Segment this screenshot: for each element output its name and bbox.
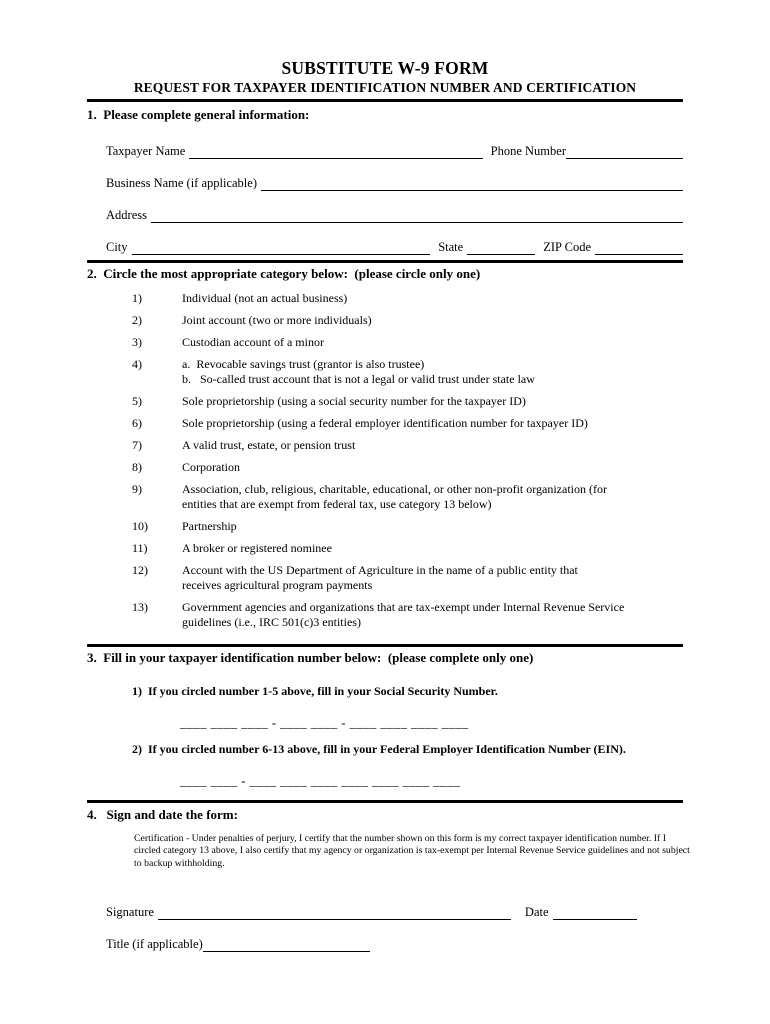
- category-item-number: 11): [132, 540, 148, 555]
- business-name-label: Business Name (if applicable): [106, 175, 257, 190]
- category-item-number: 8): [132, 459, 142, 474]
- subtitle-rule: [87, 99, 683, 102]
- category-item-text: Partnership: [182, 518, 237, 533]
- section-4-divider: [87, 800, 683, 803]
- phone-number-field[interactable]: [566, 144, 683, 159]
- category-item-10[interactable]: [132, 519, 683, 534]
- category-item-text: A valid trust, estate, or pension trust: [182, 437, 356, 452]
- city-state-zip-row: [87, 240, 683, 255]
- zip-code-label: ZIP Code: [543, 239, 591, 254]
- category-item-6[interactable]: [132, 416, 683, 431]
- form-subtitle: REQUEST FOR TAXPAYER IDENTIFICATION NUMBER AND CERTIFICATION: [133, 80, 637, 95]
- business-name-row: [87, 176, 683, 191]
- section-3-divider: [87, 644, 683, 647]
- ein-instruction: 2) If you circled number 6-13 above, fill in your Federal Employer Identification Number (EIN).: [132, 741, 626, 756]
- category-item-text: Joint account (two or more individuals): [182, 312, 372, 327]
- phone-number-label: Phone Number: [490, 143, 566, 158]
- category-item-12[interactable]: [132, 563, 683, 593]
- business-name-field[interactable]: [261, 176, 683, 191]
- section-1-heading: 1. Please complete general information:: [87, 106, 310, 122]
- title-label: Title (if applicable): [106, 937, 203, 952]
- certification-text: Certification - Under penalties of perjury, I certify that the number shown on this form is my correct taxpayer identification number. If I circled category 13 above, I also certify that my agency or organization is tax-exempt per Internal Revenue Service guidelines and not subject to backup withholding.: [134, 832, 690, 869]
- category-item-text: a. Revocable savings trust (grantor is also trustee) b. So-called trust account that is not a legal or valid trust under state law: [182, 356, 535, 386]
- category-item-text: Sole proprietorship (using a federal employer identification number for taxpayer ID): [182, 415, 588, 430]
- category-item-13[interactable]: [132, 600, 683, 630]
- state-field[interactable]: [467, 240, 535, 255]
- taxpayer-name-row: [87, 144, 683, 159]
- ssn-field[interactable]: ____ ____ ____ - ____ ____ - ____ ____ ____ ____: [180, 715, 469, 730]
- category-item-number: 10): [132, 518, 148, 533]
- signature-label: Signature: [106, 905, 154, 920]
- category-item-3[interactable]: [132, 335, 683, 350]
- category-item-text: Account with the US Department of Agriculture in the name of a public entity that receives agricultural program payments: [182, 562, 578, 592]
- category-item-number: 12): [132, 562, 148, 577]
- date-field[interactable]: [553, 905, 637, 920]
- signature-field[interactable]: [158, 905, 511, 920]
- category-item-number: 3): [132, 334, 142, 349]
- ein-field[interactable]: ____ ____ - ____ ____ ____ ____ ____ ____ ____: [180, 773, 461, 788]
- section-2-divider: [87, 260, 683, 263]
- title-field[interactable]: [203, 937, 370, 952]
- section-3-heading: 3. Fill in your taxpayer identification number below: (please complete only one): [87, 649, 534, 665]
- category-item-text: Corporation: [182, 459, 240, 474]
- category-item-number: 6): [132, 415, 142, 430]
- signature-row: [87, 905, 683, 920]
- category-item-text: Government agencies and organizations that are tax-exempt under Internal Revenue Service guidelines (i.e., IRC 501(c)3 entities): [182, 599, 625, 629]
- category-item-5[interactable]: [132, 394, 683, 409]
- city-field[interactable]: [132, 240, 431, 255]
- address-field[interactable]: [151, 208, 683, 223]
- category-item-text: Individual (not an actual business): [182, 290, 348, 305]
- category-item-number: 9): [132, 481, 142, 496]
- category-item-text: A broker or registered nominee: [182, 540, 332, 555]
- address-label: Address: [106, 207, 147, 222]
- category-item-number: 4): [132, 356, 142, 371]
- city-label: City: [106, 239, 128, 254]
- category-item-number: 13): [132, 599, 148, 614]
- state-label: State: [438, 239, 464, 254]
- category-item-11[interactable]: [132, 541, 683, 556]
- category-item-9[interactable]: [132, 482, 683, 512]
- category-item-text: Sole proprietorship (using a social security number for the taxpayer ID): [182, 393, 526, 408]
- category-list: [87, 291, 683, 630]
- title-row: [87, 937, 683, 952]
- category-item-number: 7): [132, 437, 142, 452]
- zip-code-field[interactable]: [595, 240, 683, 255]
- section-2-heading: 2. Circle the most appropriate category below: (please circle only one): [87, 265, 481, 281]
- form-content: [87, 0, 690, 952]
- category-item-number: 1): [132, 290, 142, 305]
- taxpayer-name-label: Taxpayer Name: [106, 143, 186, 158]
- date-label: Date: [524, 905, 549, 920]
- category-item-4[interactable]: [132, 357, 683, 387]
- category-item-1[interactable]: [132, 291, 683, 306]
- address-row: [87, 208, 683, 223]
- ssn-instruction: 1) If you circled number 1-5 above, fill in your Social Security Number.: [132, 683, 498, 698]
- form-title: SUBSTITUTE W-9 FORM: [281, 58, 489, 78]
- category-item-text: Association, club, religious, charitable, educational, or other non-profit organization (for entities that are exempt from federal tax, use category 13 below): [182, 481, 607, 511]
- category-item-number: 5): [132, 393, 142, 408]
- taxpayer-name-field[interactable]: [189, 144, 482, 159]
- category-item-text: Custodian account of a minor: [182, 334, 324, 349]
- category-item-7[interactable]: [132, 438, 683, 453]
- category-item-number: 2): [132, 312, 142, 327]
- category-item-2[interactable]: [132, 313, 683, 328]
- section-4-heading: 4. Sign and date the form:: [87, 806, 238, 822]
- category-item-8[interactable]: [132, 460, 683, 475]
